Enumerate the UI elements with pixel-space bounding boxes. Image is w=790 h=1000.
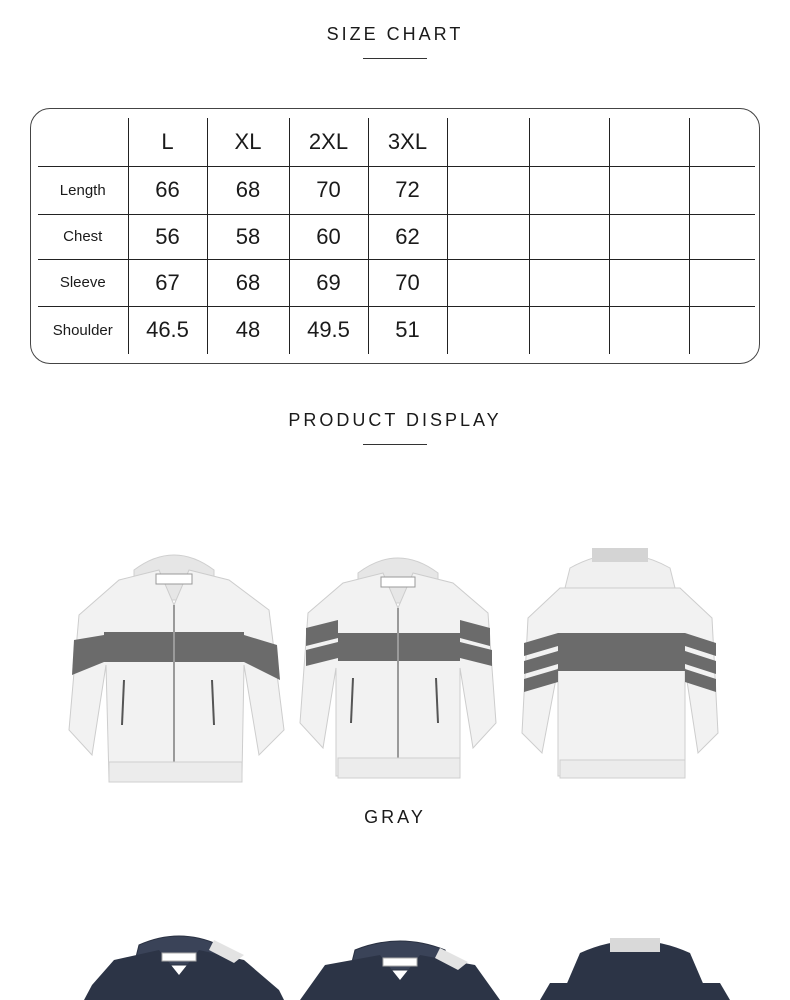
cell-empty [529,306,609,354]
navy-jacket-front-image [84,935,284,1000]
cell-empty [609,214,689,259]
size-chart-title: SIZE CHART [326,24,464,44]
row-label-chest: Chest [38,214,128,259]
navy-jacket-back-image [540,938,730,1000]
header-size-3xl: 3XL [368,118,447,166]
cell-value: 70 [289,166,368,214]
cell-value: 72 [368,166,447,214]
product-display-title-underline [363,444,427,445]
cell-empty [689,259,755,306]
cell-value: 51 [368,306,447,354]
cell-value: 48 [207,306,289,354]
header-cell [38,118,128,166]
header-cell-empty [447,118,529,166]
cell-value: 68 [207,166,289,214]
cell-value: 68 [207,259,289,306]
cell-empty [529,214,609,259]
cell-empty [529,166,609,214]
cell-empty [447,259,529,306]
header-cell-empty [609,118,689,166]
table-row [38,306,755,354]
navy-jacket-front-straight-image [300,940,500,1000]
header-cell-empty [529,118,609,166]
table-row [38,166,755,214]
cell-empty [689,306,755,354]
row-label-shoulder: Shoulder [38,306,128,354]
cell-empty [609,166,689,214]
cell-value: 49.5 [289,306,368,354]
cell-value: 62 [368,214,447,259]
header-cell-empty [689,118,755,166]
product-display-title: PRODUCT DISPLAY [288,410,502,430]
cell-empty [689,166,755,214]
cell-empty [447,306,529,354]
jacket-front-straight-image [298,548,498,783]
table-row [38,259,755,306]
cell-value: 69 [289,259,368,306]
size-chart-title-underline [363,58,427,59]
cell-empty [529,259,609,306]
color-label-gray: GRAY [364,807,426,827]
jacket-front-image [64,540,286,790]
cell-empty [609,306,689,354]
header-size-2xl: 2XL [289,118,368,166]
size-chart-table [38,118,755,354]
header-size-l: L [128,118,207,166]
cell-value: 56 [128,214,207,259]
size-chart-header-row [38,118,755,166]
table-row [38,214,755,259]
cell-empty [689,214,755,259]
cell-value: 70 [368,259,447,306]
row-label-length: Length [38,166,128,214]
cell-empty [447,166,529,214]
row-label-sleeve: Sleeve [38,259,128,306]
header-size-xl: XL [207,118,289,166]
jacket-back-image [520,548,720,783]
cell-value: 46.5 [128,306,207,354]
cell-value: 67 [128,259,207,306]
cell-value: 60 [289,214,368,259]
cell-empty [447,214,529,259]
cell-value: 66 [128,166,207,214]
cell-value: 58 [207,214,289,259]
cell-empty [609,259,689,306]
